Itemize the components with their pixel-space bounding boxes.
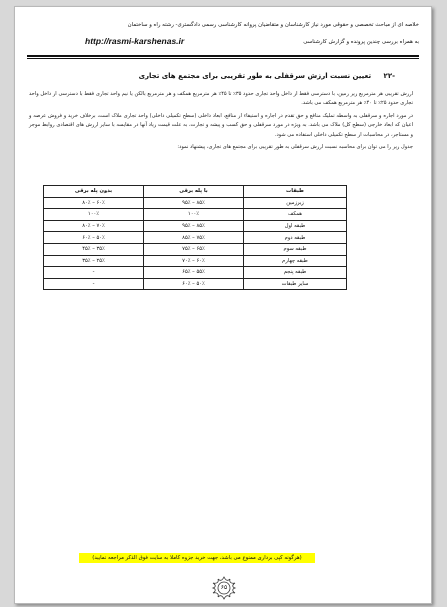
table-cell: طبقه اول	[243, 220, 346, 232]
table-row	[44, 209, 347, 221]
goodwill-ratio-table	[43, 185, 347, 290]
table-cell: طبقه پنجم	[243, 267, 346, 279]
table-cell: طبقه چهارم	[243, 255, 346, 267]
table-cell: ۶۰٪ – ۷۰٪	[144, 255, 244, 267]
table-row	[44, 232, 347, 244]
table-row	[44, 278, 347, 290]
table-cell: ۸۵٪ – ۹۵٪	[144, 220, 244, 232]
paragraph: در مورد اجاره و سرقفلی به واسطه تملیک منافع و حق تقدم در اجاره و استیفاء از منافع، ابعاد داخلی (سطح تکمیلی داخلی) واحد تجاری ملاک است، برخلاف خرید و فروش عرصه و اعیان که ابعاد خارجی (سطح کل) ملاک می باشد. به ویژه در مورد سرقفلی و حق کسب و پیشه و تجارت، به علت قیمت زیاد آنها در مقایسه با سایر ارزش های اقتصادی روابط موجر و مستاجر، در محاسبات از سطح تکمیلی داخلی استفاده می شود.	[29, 112, 413, 138]
table-header-row	[44, 186, 347, 198]
table-row	[44, 255, 347, 267]
column-header-with-escalator: با پله برقی	[144, 186, 244, 198]
header-line-2: به همراه بررسی چندین پرونده و گزارش کارشناسی	[303, 39, 419, 45]
table-row	[44, 243, 347, 255]
paragraph: جدول زیر را می توان برای محاسبه نسبت ارزش سرقفلی به طور تقریبی برای مجتمع های تجاری، پیشنهاد نمود:	[177, 144, 413, 151]
table-cell: ۸۵٪ – ۹۵٪	[144, 197, 244, 209]
table-cell: ۱۰۰٪	[144, 209, 244, 221]
paragraph: ارزش تقریبی هر مترمربع زیر زمین، با دسترسی فقط از داخل واحد تجاری حدود ۳۵٪ تا ۴۵٪ هر مترمربع همکف و هر مترمربع بالکن یا نیم واحد تجاری فقط با دسترسی از داخل واحد تجاری حدود ۲۵٪ تا ۴۰٪ هر مترمربع همکف می باشد.	[29, 91, 413, 107]
body-text	[29, 90, 413, 155]
document-page	[14, 6, 432, 604]
table-row	[44, 197, 347, 209]
column-header-floors: طبقات	[243, 186, 346, 198]
section-number: -۲۲	[383, 72, 395, 80]
page-header	[27, 21, 419, 46]
table-cell: ۵۵٪ – ۶۵٪	[144, 267, 244, 279]
header-line-1: خلاصه ای از مباحث تخصصی و حقوقی مورد نیاز کارشناسان و متقاضیان پروانه کارشناسی رسمی دادگستری- رشته راه و ساختمان	[127, 22, 419, 28]
page-number: ۶۵	[220, 584, 228, 591]
table-cell: طبقه دوم	[243, 232, 346, 244]
table-cell: ۵۰٪ – ۶۰٪	[144, 278, 244, 290]
header-url-link[interactable]: http://rasmi-karshenas.ir	[85, 36, 185, 46]
table-cell: ۲۵٪ – ۳۵٪	[44, 255, 144, 267]
table-row	[44, 267, 347, 279]
table-cell: ۵۰٪ – ۶۰٪	[44, 232, 144, 244]
table-cell: ۱۰۰٪	[44, 209, 144, 221]
column-header-without-escalator: بدون پله برقی	[44, 186, 144, 198]
table-cell: ۷۵٪ – ۸۵٪	[144, 232, 244, 244]
table-cell: -	[44, 267, 144, 279]
table-cell: -	[44, 278, 144, 290]
table-cell: ۶۵٪ – ۷۵٪	[144, 243, 244, 255]
table-cell: طبقه سوم	[243, 243, 346, 255]
table-cell: سایر طبقات	[243, 278, 346, 290]
header-divider	[27, 55, 419, 59]
table-cell: ۷۰٪ – ۸۰٪	[44, 220, 144, 232]
table-cell: همکف	[243, 209, 346, 221]
table-cell: زیرزمین	[243, 197, 346, 209]
table-cell: ۳۵٪ – ۴۵٪	[44, 243, 144, 255]
table-row	[44, 220, 347, 232]
copyright-notice: (هرگونه کپی برداری ممنوع می باشد، جهت خرید جزوه کاملا به سایت فوق الذکر مراجعه نمایید)	[79, 553, 315, 563]
section-title	[139, 72, 395, 80]
table-cell: ۶۰٪ – ۸۰٪	[44, 197, 144, 209]
section-heading: تعیین نسبت ارزش سرقفلی به طور تقریبی برای مجتمع های تجاری	[138, 72, 372, 80]
